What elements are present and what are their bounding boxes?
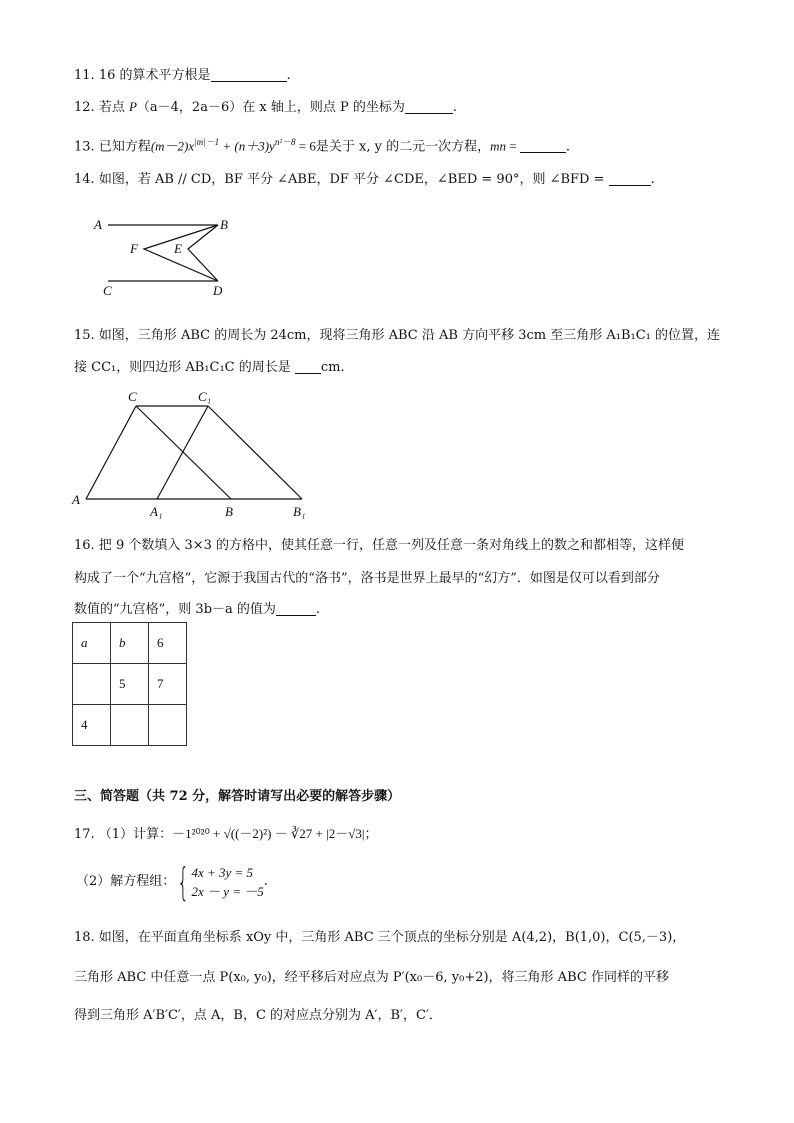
grid-cell: a — [73, 623, 111, 664]
grid-cell — [73, 664, 111, 705]
magic-square-grid — [72, 622, 187, 746]
fig14-label-c: C — [103, 283, 112, 298]
q13-pre: 已知方程 — [98, 139, 151, 155]
q12-number: 12. — [74, 100, 99, 115]
q17-equation-system — [191, 863, 263, 901]
question-15-line-1: 15. 如图，三角形 ABC 的周长为 24cm，现将三角形 ABC 沿 AB 方向平移 3cm 至三角形 A₁B₁C₁ 的位置，连 — [74, 328, 721, 343]
q11-text: 16 的算术平方根是 — [98, 68, 211, 83]
q17-part1-expression: －1²⁰²⁰ + √((－2)²) － ∛27 + |2－√3| — [172, 826, 365, 841]
fig14-label-e: E — [174, 241, 182, 256]
fig15-side-a1c1 — [157, 406, 208, 499]
q12-coords: （a－4，2a－6） — [136, 100, 243, 115]
q13-eq-term1: (m－2)x — [150, 138, 195, 154]
question-14 — [74, 170, 655, 190]
q13-exp1: |m|－1 — [194, 137, 220, 147]
fig15-label-b: B — [225, 504, 233, 519]
q13-var: mn — [490, 138, 506, 154]
q13-number: 13. — [74, 139, 99, 155]
q11-end: . — [286, 68, 291, 83]
question-18-line-2: 三角形 ABC 中任意一点 P(x₀, y₀)，经平移后对应点为 P′(x₀－6, y₀+2)，将三角形 ABC 作同样的平移 — [74, 970, 669, 985]
figure-15 — [68, 386, 318, 522]
q14-text: 如图，若 AB // CD，BF 平分 ∠ABE，DF 平分 ∠CDE，∠BED = 90°，则 ∠BFD = — [98, 172, 609, 187]
grid-cell — [149, 705, 187, 746]
q17-part1-label: 17. （1）计算： — [74, 827, 173, 842]
q17-part1-end: ； — [364, 827, 378, 842]
fig15-side-ac — [86, 406, 136, 499]
grid-cell: 5 — [111, 664, 149, 705]
question-18-line-3: 得到三角形 A′B′C′，点 A，B，C 的对应点分别为 A′，B′，C′． — [74, 1008, 442, 1023]
q17-brace-icon: { — [177, 860, 190, 904]
grid-cell: b — [111, 623, 149, 664]
q15-unit: cm. — [320, 360, 345, 375]
fig14-label-d: D — [213, 283, 223, 298]
q16-text: 数值的“九宫格”，则 3b－a 的值为 — [74, 602, 276, 617]
q17-equation-end: . — [263, 874, 268, 889]
grid-cell — [111, 705, 149, 746]
q14-number: 14. — [74, 172, 99, 187]
q13-eq-term2: + (n＋3)y — [219, 138, 275, 154]
q15-answer-blank[interactable] — [295, 359, 321, 374]
q11-answer-blank[interactable] — [211, 67, 287, 82]
q13-mid: 是关于 x, y 的二元一次方程， — [315, 139, 491, 155]
question-16-line-2: 构成了一个“九宫格”，它源于我国古代的“洛书”，洛书是世界上最早的“幻方”．如图是仅可以看到部分 — [74, 571, 660, 586]
fig15-side-cb — [136, 406, 231, 499]
q13-end: . — [565, 139, 570, 155]
grid-row — [73, 664, 187, 705]
q12-answer-blank[interactable] — [405, 99, 453, 114]
q17-equation-2: 2x － y = －5 — [191, 884, 264, 899]
q12-pre: 若点 — [98, 100, 129, 115]
q13-eqsign: = — [505, 138, 520, 154]
fig15-label-c: C — [128, 389, 137, 404]
q14-end: . — [650, 172, 655, 187]
grid-cell: 7 — [149, 664, 187, 705]
question-16-line-1: 16. 把 9 个数填入 3×3 的方格中，使其任意一行，任意一列及任意一条对角线上的数之和都相等，这样便 — [74, 538, 685, 553]
q16-end: . — [315, 602, 321, 617]
fig15-side-c1b1 — [208, 406, 302, 499]
fig15-label-a: A — [72, 492, 80, 507]
fig15-label-c1: C₁ — [198, 389, 212, 404]
question-11 — [74, 66, 291, 86]
q15-text: 接 CC₁，则四边形 AB₁C₁C 的周长是 — [74, 360, 295, 375]
question-12 — [74, 97, 457, 118]
q14-answer-blank[interactable] — [609, 171, 651, 186]
fig14-label-b: B — [220, 217, 228, 232]
q13-exp2: n²－8 — [274, 137, 296, 147]
q12-mid: 在 x 轴上，则点 P 的坐标为 — [242, 100, 405, 115]
q13-eq-rhs: = 6 — [295, 138, 316, 154]
grid-cell: 6 — [149, 623, 187, 664]
question-17-part-1 — [74, 824, 377, 845]
grid-row — [73, 623, 187, 664]
question-17-part-2 — [76, 862, 268, 906]
fig14-label-a: A — [94, 217, 102, 232]
fig15-label-a1: A₁ — [150, 504, 163, 519]
grid-cell: 4 — [73, 705, 111, 746]
fig15-label-b1: B₁ — [293, 504, 306, 519]
fig14-label-f: F — [130, 241, 138, 256]
q11-number: 11. — [74, 68, 99, 83]
figure-14 — [88, 210, 248, 302]
q13-answer-blank[interactable] — [520, 138, 566, 153]
q17-equation-1: 4x + 3y = 5 — [191, 865, 254, 880]
q12-end: . — [452, 100, 457, 115]
question-16-line-3 — [74, 600, 320, 620]
question-15-line-2 — [74, 358, 345, 378]
q12-point: P — [128, 99, 137, 114]
q17-part2-label: （2）解方程组： — [76, 874, 176, 889]
grid-row — [73, 705, 187, 746]
q16-answer-blank[interactable] — [276, 601, 316, 616]
question-18-line-1: 18. 如图，在平面直角坐标系 xOy 中，三角形 ABC 三个顶点的坐标分别是 A(4,2)，B(1,0)，C(5,－3)， — [74, 930, 686, 945]
question-13 — [74, 132, 570, 157]
section-3-heading: 三、简答题（共 72 分，解答时请写出必要的解答步骤） — [74, 789, 401, 804]
